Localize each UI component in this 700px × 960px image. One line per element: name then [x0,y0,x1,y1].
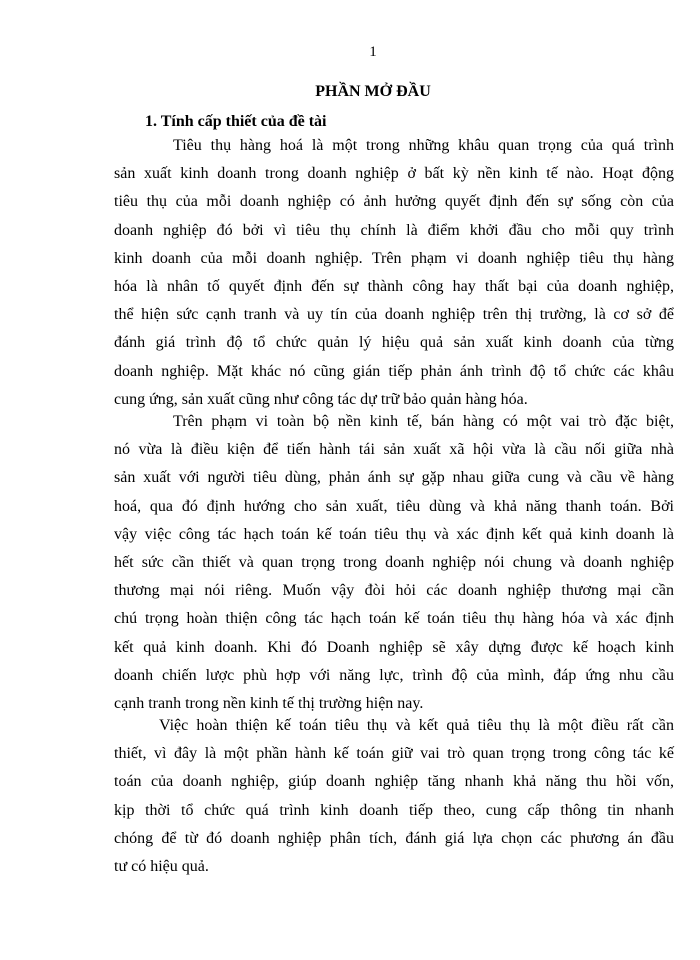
paragraph-line: tiêu thụ của mỗi doanh nghiệp có ảnh hưởng quyết định đến sự sống còn của [114,193,674,211]
paragraph-line: doanh nghiệp đó bởi vì tiêu thụ chính là điểm khởi đầu cho mỗi quy trình [114,221,674,239]
paragraph-line: Tiêu thụ hàng hoá là một trong những khâu quan trọng của quá trình [173,137,674,154]
paragraph-line: doanh chiến lược phù hợp với năng lực, trình độ của mình, đáp ứng nhu cầu [114,666,674,684]
paragraph-line: vậy việc công tác hạch toán kế toán tiêu thụ và xác định kết quả kinh doanh là [114,525,674,543]
paragraph-line: hết sức cần thiết và quan trọng trong doanh nghiệp nói chung và doanh nghiệp [114,553,674,571]
section-heading: 1. Tính cấp thiết của đề tài [145,113,327,130]
paragraph-line: chú trọng hoàn thiện công tác hạch toán kế toán tiêu thụ hàng hóa và xác định [114,610,674,628]
paragraph-line: cung ứng, sản xuất cũng như công tác dự trữ bảo quản hàng hóa. [114,390,528,408]
paragraph-2 [114,412,674,722]
paragraph-line: doanh nghiệp. Mặt khác nó cũng gián tiếp phản ánh trình độ tổ chức các khâu [114,362,674,380]
paragraph-3 [114,716,674,885]
paragraph-line: thương mại nói riêng. Muốn vậy đòi hỏi các doanh nghiệp thương mại cần [114,582,674,600]
page-title: PHẦN MỞ ĐẦU [315,83,431,100]
paragraph-line: kịp thời tổ chức quá trình kinh doanh tiếp theo, cung cấp thông tin nhanh [114,801,674,819]
paragraph-line: kinh doanh của mỗi doanh nghiệp. Trên phạm vi doanh nghiệp tiêu thụ hàng [114,249,674,267]
paragraph-line: Việc hoàn thiện kế toán tiêu thụ và kết quả tiêu thụ là một điều rất cần [159,717,674,734]
paragraph-line: hóa là nhân tố quyết định đến sự thành công hay thất bại của doanh nghiệp, [114,277,674,295]
paragraph-line: sản xuất với người tiêu dùng, phản ánh sự gặp nhau giữa cung và cầu về hàng [114,469,674,487]
paragraph-line: toán của doanh nghiệp, giúp doanh nghiệp tăng nhanh khả năng thu hồi vốn, [114,773,674,791]
paragraph-line: nó vừa là điều kiện để tiến hành tái sản xuất xã hội vừa là cầu nối giữa nhà [114,441,674,459]
paragraph-line: Trên phạm vi toàn bộ nền kinh tế, bán hàng có một vai trò đặc biệt, [173,413,674,430]
paragraph-line: cạnh tranh trong nền kinh tế thị trường hiện nay. [114,694,424,712]
paragraph-line: chóng để từ đó doanh nghiệp phân tích, đánh giá lựa chọn các phương án đầu [114,829,674,847]
paragraph-line: tư có hiệu quả. [114,857,209,875]
paragraph-line: kết quả kinh doanh. Khi đó Doanh nghiệp sẽ xây dựng được kế hoạch kinh [114,638,674,656]
paragraph-line: sản xuất kinh doanh trong doanh nghiệp ở bất kỳ nền kinh tế nào. Hoạt động [114,165,674,183]
paragraph-1 [114,136,674,418]
page-number: 1 [369,44,377,60]
paragraph-line: đánh giá trình độ tổ chức quản lý hiệu quả sản xuất kinh doanh của từng [114,334,674,352]
paragraph-line: hoá, qua đó định hướng cho sản xuất, tiêu dùng và khả năng thanh toán. Bởi [114,497,674,515]
paragraph-line: thiết, vì đây là một phần hành kế toán giữ vai trò quan trọng trong công tác kế [114,745,674,763]
paragraph-line: thể hiện sức cạnh tranh và uy tín của doanh nghiệp trên thị trường, là cơ sở để [114,306,674,324]
